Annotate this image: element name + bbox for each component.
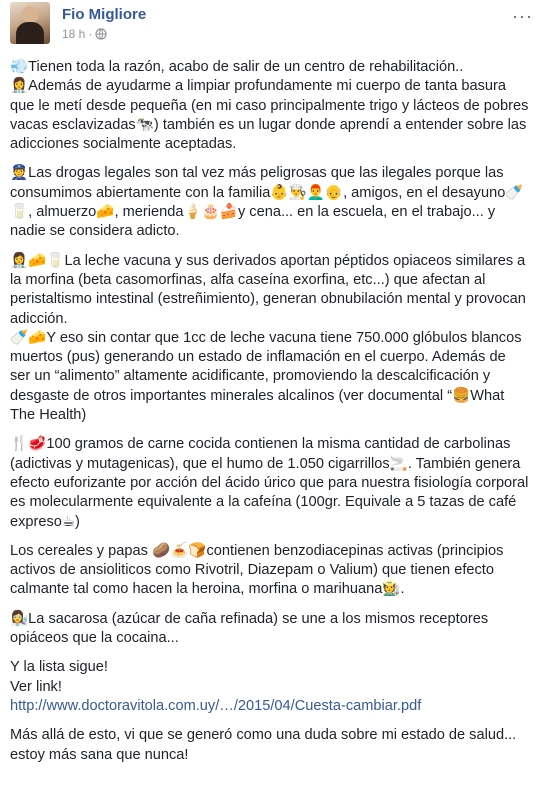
emoji: 🐄: [135, 116, 154, 133]
paragraph-4: [10, 435, 530, 531]
text: contienen benzodiacepinas activas (principios activos de ansioliticos como Rivotril, Diazepam o Valium) que tienen efecto calmante tal como hacen la heroina, morfina o marihuana: [10, 542, 504, 598]
post-meta: [62, 27, 107, 43]
paragraph-1: [10, 58, 530, 154]
text: Y la lista sigue!: [10, 659, 108, 676]
text: , almuerzo: [28, 204, 97, 221]
emoji: 🧑‍🌾: [382, 581, 401, 598]
separator-dot: ·: [88, 27, 93, 41]
emoji: 🧀: [96, 204, 115, 221]
emoji: 👩‍⚕️🧀🥛: [10, 252, 65, 269]
text: Además de ayudarme a limpiar profundamente mi cuerpo de tanta basura que le metí desde pequeña (en mi caso principalmente trigo y lácteos de pobres vacas esclavizadas: [10, 78, 529, 133]
text: What The Health): [10, 387, 505, 424]
emoji: 👩‍🔬: [10, 610, 29, 627]
post-header: [0, 0, 543, 52]
text: Tienen toda la razón, acabo de salir de un centro de rehabilitación..: [28, 59, 464, 75]
more-options-icon[interactable]: ···: [512, 6, 533, 26]
text: . También genera efecto euforizante por acción del ácido úrico que para nuestra fisiología corporal es molecularmente equivalente a la cafeína (100gr. Equivale a 5 tazas de café expreso: [10, 455, 529, 530]
text: ): [75, 513, 80, 530]
text: Los cereales y papas: [10, 542, 148, 559]
emoji: 💨: [10, 59, 29, 75]
text: La leche vacuna y sus derivados aportan péptidos opiaceos similares a la morfina (beta casomorfinas, alfa caseína exorfina, etc...) que afectan al peristaltismo intestinal (estreñimiento), generan obnubilación mental y provocan adicción.: [10, 252, 526, 327]
post-body: [10, 58, 530, 775]
text: y cena... en la escuela, en el trabajo... y nadie se considera adicto.: [10, 204, 496, 240]
text: 100 gramos de carne cocida contienen la misma cantidad de carbolinas (adictivas y mutagenicas), que el humo de 1.050 cigarrillos: [10, 436, 511, 472]
avatar[interactable]: [10, 2, 50, 44]
globe-icon: [95, 28, 107, 43]
emoji: ☕: [61, 513, 76, 530]
timestamp[interactable]: 18 h: [62, 27, 86, 41]
text: Más allá de esto, vi que se generó como una duda sobre mi estado de salud... estoy más sana que nunca!: [10, 727, 517, 763]
emoji: 🍦🎂🍰: [183, 204, 238, 221]
text: Ver link!: [10, 678, 62, 695]
emoji: 👮: [10, 165, 29, 182]
text: , amigos, en el desayuno: [343, 184, 506, 201]
author-name[interactable]: Fio Migliore: [62, 6, 147, 23]
emoji: 🍔: [452, 387, 471, 404]
text: , merienda: [114, 204, 184, 221]
text: .: [400, 581, 405, 598]
text: Las drogas legales son tal vez más peligrosas que las ilegales porque las consumimos abiertamente con la familia: [10, 165, 504, 201]
text: ) también es un lugar donde aprendí a entender sobre las adicciones socialmente aceptadas.: [10, 116, 527, 153]
external-link[interactable]: http://www.doctoravitola.com.uy/…/2015/04/Cuesta-cambiar.pdf: [10, 697, 422, 714]
text: La sacarosa (azúcar de caña refinada) se une a los mismos receptores opiáceos que la cocaina...: [10, 610, 489, 647]
paragraph-8: [10, 726, 530, 765]
paragraph-7: [10, 658, 530, 716]
emoji: 🍴🥩: [10, 436, 47, 453]
paragraph-2: [10, 164, 530, 241]
emoji: 🚬: [389, 455, 408, 472]
paragraph-5: [10, 542, 530, 600]
paragraph-3: [10, 252, 530, 426]
emoji: 🍼🥛: [10, 184, 524, 221]
emoji: 👶👨‍🍳👨‍🦰👴: [270, 184, 344, 201]
paragraph-6: [10, 610, 530, 649]
text: Y eso sin contar que 1cc de leche vacuna tiene 750.000 glóbulos blancos muertos (pus) generando un estado de inflamación en el cuerpo. Además de ser un “alimento” altamente acidificante, promoviendo la descalcificación y desgaste de otros importantes minerales alcalinos (ver documental “: [10, 329, 522, 404]
emoji: 👩‍⚕️: [10, 78, 29, 95]
emoji: 🍼🧀: [10, 329, 47, 346]
emoji: 🥔🍝🍞: [151, 542, 207, 559]
